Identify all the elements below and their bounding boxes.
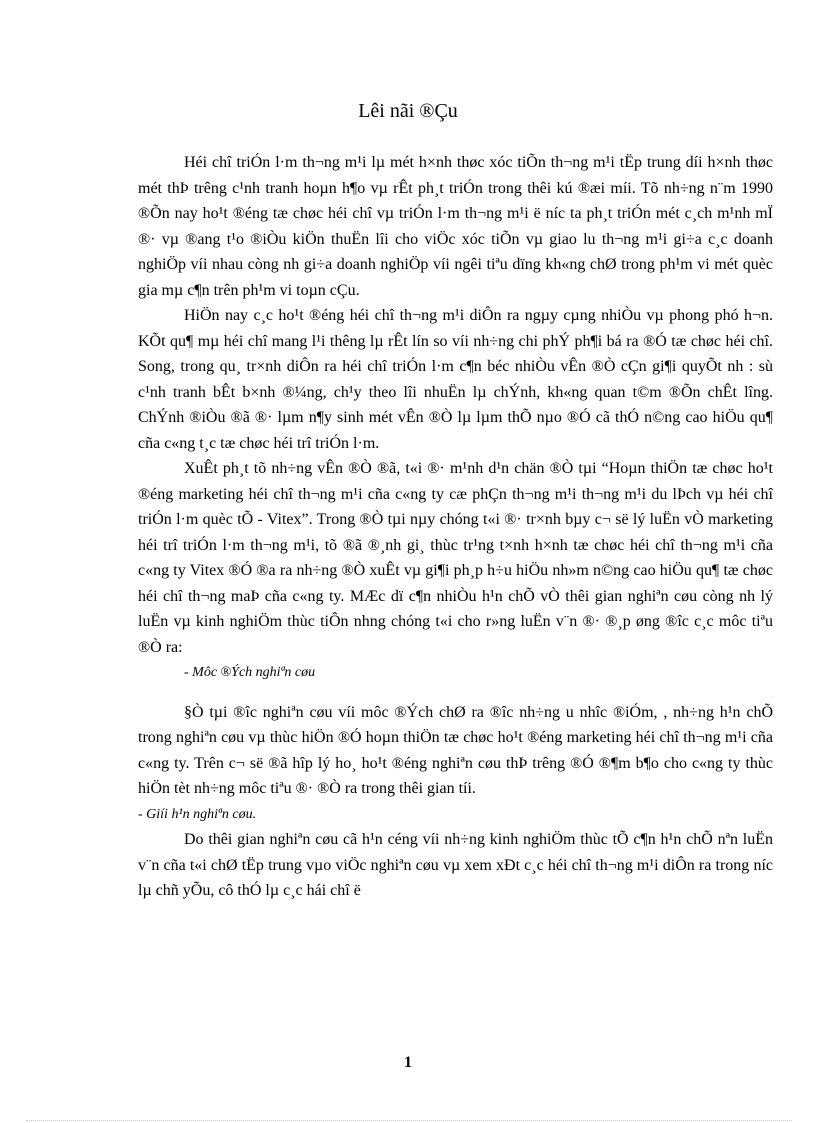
paragraph-3: XuÊt ph¸t tõ nh÷ng vÊn ®Ò ®ã, t«i ®· m¹nh d¹n chän ®Ò tµi “Hoµn thiÖn tæ chøc ho¹t ®éng marketing héi chî th¬ng m¹i cña c«ng ty cæ phÇn th¬ng m¹i th¬ng m¹i du lÞch vµ héi chî triÓn l·m quèc tÕ - Vitex”. Trong ®Ò tµi nµy chóng t«i ®· tr×nh bµy c¬ së lý luËn vÒ marketing héi trî triÓn l·m th¬ng m¹i, tõ ®ã ®¸nh gi¸ thùc tr¹ng t×nh h×nh tæ chøc héi chî th¬ng m¹i cña c«ng ty Vitex ®Ó ®a ra nh÷ng ®Ò xuÊt vµ gi¶i ph¸p h÷u hiÖu nh»m n©ng cao hiÖu qu¶ tæ chøc héi chî th¬ng maÞ cña c«ng ty. MÆc dï c¶n nhiÒu h¹n chÕ vÒ thêi gian nghiªn cøu còng nh lý luËn vµ kinh nghiÖm thùc tiÔn nhng chóng t«i cho r»ng luËn v¨n ®· ®¸p øng ®îc c¸c môc tiªu ®Ò ra: <box>138 460 773 656</box>
paragraph-4: §Ò tµi ®îc nghiªn cøu víi môc ®Ých chØ ra ®îc nh÷ng u nhîc ®iÓm, , nh÷ng h¹n chÕ trong nghiªn cøu vµ thùc hiÖn ®Ó hoµn thiÖn tæ chøc ho¹t ®éng marketing héi chî th¬ng m¹i cña c«ng ty. Trên c¬ së ®ã hîp lý ho¸ ho¹t ®éng nghiªn cøu thÞ trêng ®Ó ®¶m b¶o cho c«ng ty thùc hiÖn tèt nh÷ng môc tiªu ®· ®Ò ra trong thêi gian tíi. <box>138 703 773 797</box>
page-bottom-divider <box>26 1120 792 1121</box>
page-title: Lêi nãi ®Çu <box>358 100 458 122</box>
page-number: 1 <box>404 1054 412 1071</box>
sub-heading-scope: - Giíi h¹n nghiªn cøu. <box>138 806 257 822</box>
document-body <box>138 150 773 904</box>
paragraph-1: Héi chî triÓn l·m th¬ng m¹i lµ mét h×nh thøc xóc tiÕn th¬ng m¹i tËp trung díi h×nh thøc mét thÞ trêng c¹nh tranh hoµn h¶o vµ rÊt ph¸t triÓn trong thêi kú ®æi míi. Tõ nh÷ng n¨m 1990 ®Õn nay ho¹t ®éng tæ chøc héi chî vµ triÓn l·m th¬ng m¹i ë níc ta ph¸t triÓn mét c¸ch m¹nh mÏ ®· vµ ®ang t¹o ®iÒu kiÖn thuËn lîi cho viÖc xóc tiÕn vµ giao lu th¬ng m¹i gi÷a c¸c doanh nghiÖp víi nhau còng nh gi÷a doanh nghiÖp víi ngêi tiªu dïng kh«ng chØ trong ph¹m vi mét quèc gia mµ c¶n trên ph¹m vi toµn cÇu. <box>138 154 773 299</box>
sub-heading-purpose: - Môc ®Ých nghiªn cøu <box>184 665 316 680</box>
paragraph-2: HiÖn nay c¸c ho¹t ®éng héi chî th¬ng m¹i diÔn ra ngµy cµng nhiÒu vµ phong phó h¬n. KÕt qu¶ mµ héi chî mang l¹i thêng lµ rÊt lín so víi nh÷ng chi phÝ ph¶i bá ra ®Ó tæ chøc héi chî. Song, trong qu¸ tr×nh diÔn ra héi chî triÓn l·m c¶n béc nhiÒu vÊn ®Ò cÇn gi¶i quyÕt nh : sù c¹nh tranh bÊt b×nh ®¼ng, ch¹y theo lîi nhuËn lµ chÝnh, kh«ng quan t©m ®Õn chÊt lîng. ChÝnh ®iÒu ®ã ®· lµm n¶y sinh mét vÊn ®Ò lµ lµm thÕ nµo ®Ó cã thÓ n©ng cao hiÖu qu¶ cña c«ng t¸c tæ chøc héi trî triÓn l·m. <box>138 307 773 452</box>
paragraph-5: Do thêi gian nghiªn cøu cã h¹n céng víi nh÷ng kinh nghiÖm thùc tÕ c¶n h¹n chÕ nªn luËn v¨n cña t«i chØ tËp trung vµo viÖc nghiªn cøu vµ xem xÐt c¸c héi chî th¬ng m¹i diÔn ra trong níc lµ chñ yÕu, cô thÓ lµ c¸c hái chî ë <box>138 831 773 899</box>
